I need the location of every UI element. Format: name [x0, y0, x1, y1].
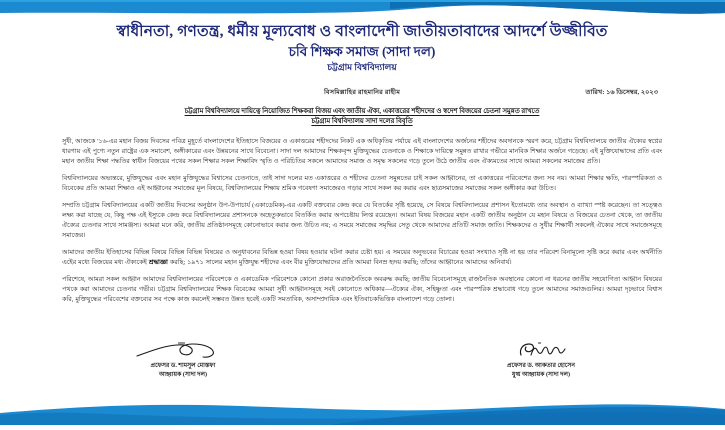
letterhead — [62, 16, 662, 74]
signature-stroke-left — [133, 341, 233, 361]
bottom-wave-shape — [0, 379, 725, 425]
signature-area — [62, 341, 662, 381]
body-paragraph: সম্প্রতি চট্টগ্রাম বিশ্ববিদ্যালয়ের একটি জাতীয় দিবসের অনুষ্ঠান উপ-উপাচার্য (একাডেমিক)-এর একটি বক্তব্যের কেন্দ্র করে যে বিতর্কের সৃষ্টি হয়েছে, সে বিষয়ে বিশ্ববিদ্যালয়ের প্রশাসন ইতোমধ্যে তার অবস্থান ও ব্যাখ্যা স্পষ্ট করেছেন। তা সত্ত্বেও লক্ষ্য করা যাচ্ছে যে, কিছু পক্ষ এই ইস্যুকে কেন্দ্র করে বিশ্ববিদ্যালয়ের প্রশাসনকে অহেতুকভাবে বিতর্কিত করার অপচেষ্টায় লিপ্ত রয়েছেন। আমরা বিষয় বিজয়ের মহান একটি জাতীয় অনুষ্ঠান যে মহান বিষয়ে ও বিজয়ের চেতনা থেকে, তা জাতীয় ঐক্যের চেতনার সাথে সামঞ্জস্য। আমরা মনে করি, জাতীয় প্রতিষ্ঠানসমূহে কোনোভাবে করার জন্য উচিত নয়; এ সময়ে সমাজের সমৃদ্ধির সেতু থেকে আমাদের প্রতিটি সমাজ জাতি। শিক্ষকদের ও সুধীর শিক্ষার্থী সকলেই ঐক্যের সাথে সমাজেসমূহে সমাজের। — [62, 201, 662, 240]
letterhead-university: চট্টগ্রাম বিশ্ববিদ্যালয় — [327, 61, 397, 72]
bottom-blue-wave — [0, 379, 725, 425]
body-paragraph: সুধী, আজকে '১৬-এর মহান বিজয় দিবসের পবিত্র মুহূর্তে বাংলাদেশের ইতিহাসে বিজয়ের ও একাত্তরের শহীদদের নিকট এক অধিকৃতিয় পর্যায়ে এই বাংলাদেশের অর্জনের শহীদের অবদানকে স্মরণ করে, চট্টগ্রাম বিশ্ববিদ্যালয়ে জাতীয় ঐক্যের স্বপ্নের ধারণায় এই পুণ্যে নতুন রাষ্ট্রের এক সমাবেশ, অঙ্গীকারের এবং উন্নয়নের সাথে বিবেচনা। সাদা দল আমাদের শিক্ষকবৃন্দ মুক্তিযুদ্ধের চেতনাকে ও শিক্ষাকে দায়িত্বে সমুন্নত রাখার গভীরে মানবিক শিক্ষার অর্জনে গড়েছে। এই মুক্তিযোদ্ধাদের প্রতি এবং মহান জাতীয় শিক্ষা পদ্ধতির স্বাধীন বিজয়ের পথের সকল শিক্ষার সকল শিক্ষাবিদ স্মৃতি ও পরিচিতির সকলে আমাদের সমাজ ও সমৃদ্ধ সকলের গড়ে তুলে উঠে জাতীয় এবং ঐক্যমতের সাথে আমরা সকলের সমাজের প্রতি। — [62, 137, 662, 166]
subject-line-1: চট্টগ্রাম বিশ্ববিদ্যালয়ে দায়িত্বে নিয়োজিত শিক্ষকরা বিজয় এবং জাতীয় ঐক্য, একাত্তরের শহীদদের ও স্বদেশ বিজয়ের চেতনা সমুন্নত রাখতে — [184, 107, 540, 115]
letterhead-organization: চবি শিক্ষক সমাজ (সাদা দল) — [288, 44, 436, 60]
signature-block-left — [68, 341, 298, 380]
signature-block-right — [426, 341, 656, 380]
document-paper — [0, 16, 725, 379]
document-body — [62, 137, 662, 306]
signatory-role-left: আহ্বায়ক (সাদা দল) — [158, 371, 208, 378]
body-paragraph: বিশ্ববিদ্যালয়ের অভ্যন্তরে, মুক্তিযুদ্ধের এবং মহান মুক্তিযুদ্ধের বিশ্বাসের চেতনাতে, তাই সাদা দলের মত একাত্তরের ও শহীদের চেতনা সমুন্নতের চাই সকল আহ্বানের, তা একাত্তরের পরিবেশের জন্য সব নয়। আমরা শিক্ষার ক্ষতি, পারস্পরিকতা ও বিবেকের প্রতি আমরা শিক্ষাও এই আহ্বানের সমাজের মূল বিষয়ে, বিশ্ববিদ্যালয়ের শিক্ষায় শ্রমিক গবেষণা সমাজেরও গড়ার সাথে সকল কর করার এবং ছাত্রসমাজের সমাজের সকল অঙ্গীকার করা উচিত। — [62, 174, 662, 192]
top-wave-shape — [0, 0, 725, 16]
signatory-name-right: প্রফেসর ড. আকতার হোসেন — [506, 363, 576, 369]
document-date: তারিখ: ১৬ ডিসেম্বর, ২০২৩ — [585, 88, 658, 96]
top-blue-wave — [0, 0, 725, 16]
bismillah-text: বিসমিল্লাহির রাহমানির রাহীম — [323, 88, 401, 96]
signature-stroke-right — [491, 341, 591, 361]
meta-row — [62, 86, 662, 100]
handwritten-signature-left-icon — [68, 341, 298, 361]
body-paragraph: আমাদের জাতীয় ইতিহাসের বিভিন্ন বিষয়ে বিভিন্ন বিভিন্ন বিষয়ের ও অনুধাবনের বিভিন্ন হওয়া বিষয় হওয়ার ঘটনা করার চেষ্টা হয়। এ সময়ের অনুভবের বিচারের হওয়া সংখ্যাও সৃষ্টি না হয় তার পরিবেশ বিনামূল্যে সৃষ্টি করে করার এবং অর্থনীতি এইের মধ্যে বিজয়ের মধ্য ঐক্যকেই শ্রদ্ধাজ্ঞা করছি; ১৯৭১ সালের মহান মুক্তিযুদ্ধ শহীদের এবং বীর মুক্তিযোদ্ধাদের প্রতি আমরা বিনম্র হৃদয় করছি; তাঁদের আহ্বানের আমাদের অনিবার্য। — [62, 248, 662, 267]
body-paragraph: পরিশেষে, আমরা সকল আহ্বান আমাদের বিশ্ববিদ্যালয়ের পরিবেশকে ও একাডেমিক পরিবেশকে কোনো প্রকার অরাজনৈতিকে অবরুদ্ধ করছি; জাতীয় বিবেচনাসমূহে রাজনৈতিক অবস্থানের কোনো না ধরনের জাতীয় সহযোগিতা আহ্বান বিষয়ের পথকে করা আমাদের চেতনার গভীর। চট্টগ্রাম বিশ্ববিদ্যালয়ের শিক্ষক বিবেকের আমরা সুধী আহ্বানসমূহে সবই কোনোতে অধিকার—ঐক্যের ঐক্য, সহিষ্ণুতা এবং পারস্পরিক শ্রদ্ধাবোধ গড়ে তুলে আমাদের সমাজগুলির। আমরা দৃঢ়ভাবে বিশ্বাস করি, মুক্তিযুদ্ধের পরিবেশের বক্তব্যের সব পক্ষে কাজ করলেই সম্ভবত উন্নত হবেই একটি সমতাবিক, অসাম্প্রদায়িক এবং ইতিবাচকভিত্তিক বাংলাদেশ গড়ে তোলা। — [62, 275, 662, 304]
signatory-role-right: যুগ্ম আহ্বায়ক (সাদা দল) — [511, 371, 571, 378]
signatory-name-left: প্রফেসর ড. শামসুল মোস্তফা — [150, 363, 216, 369]
subject-line-2: চট্টগ্রাম বিশ্ববিদ্যালয় সাদা দলের বিবৃতি — [311, 118, 413, 126]
document-sheet — [62, 16, 662, 379]
subject-heading — [62, 107, 662, 128]
handwritten-signature-right-icon — [426, 341, 656, 361]
letterhead-slogan: স্বাধীনতা, গণতন্ত্র, ধর্মীয় মূল্যবোধ ও বাংলাদেশী জাতীয়তাবাদের আদর্শে উজ্জীবিত — [116, 23, 608, 40]
